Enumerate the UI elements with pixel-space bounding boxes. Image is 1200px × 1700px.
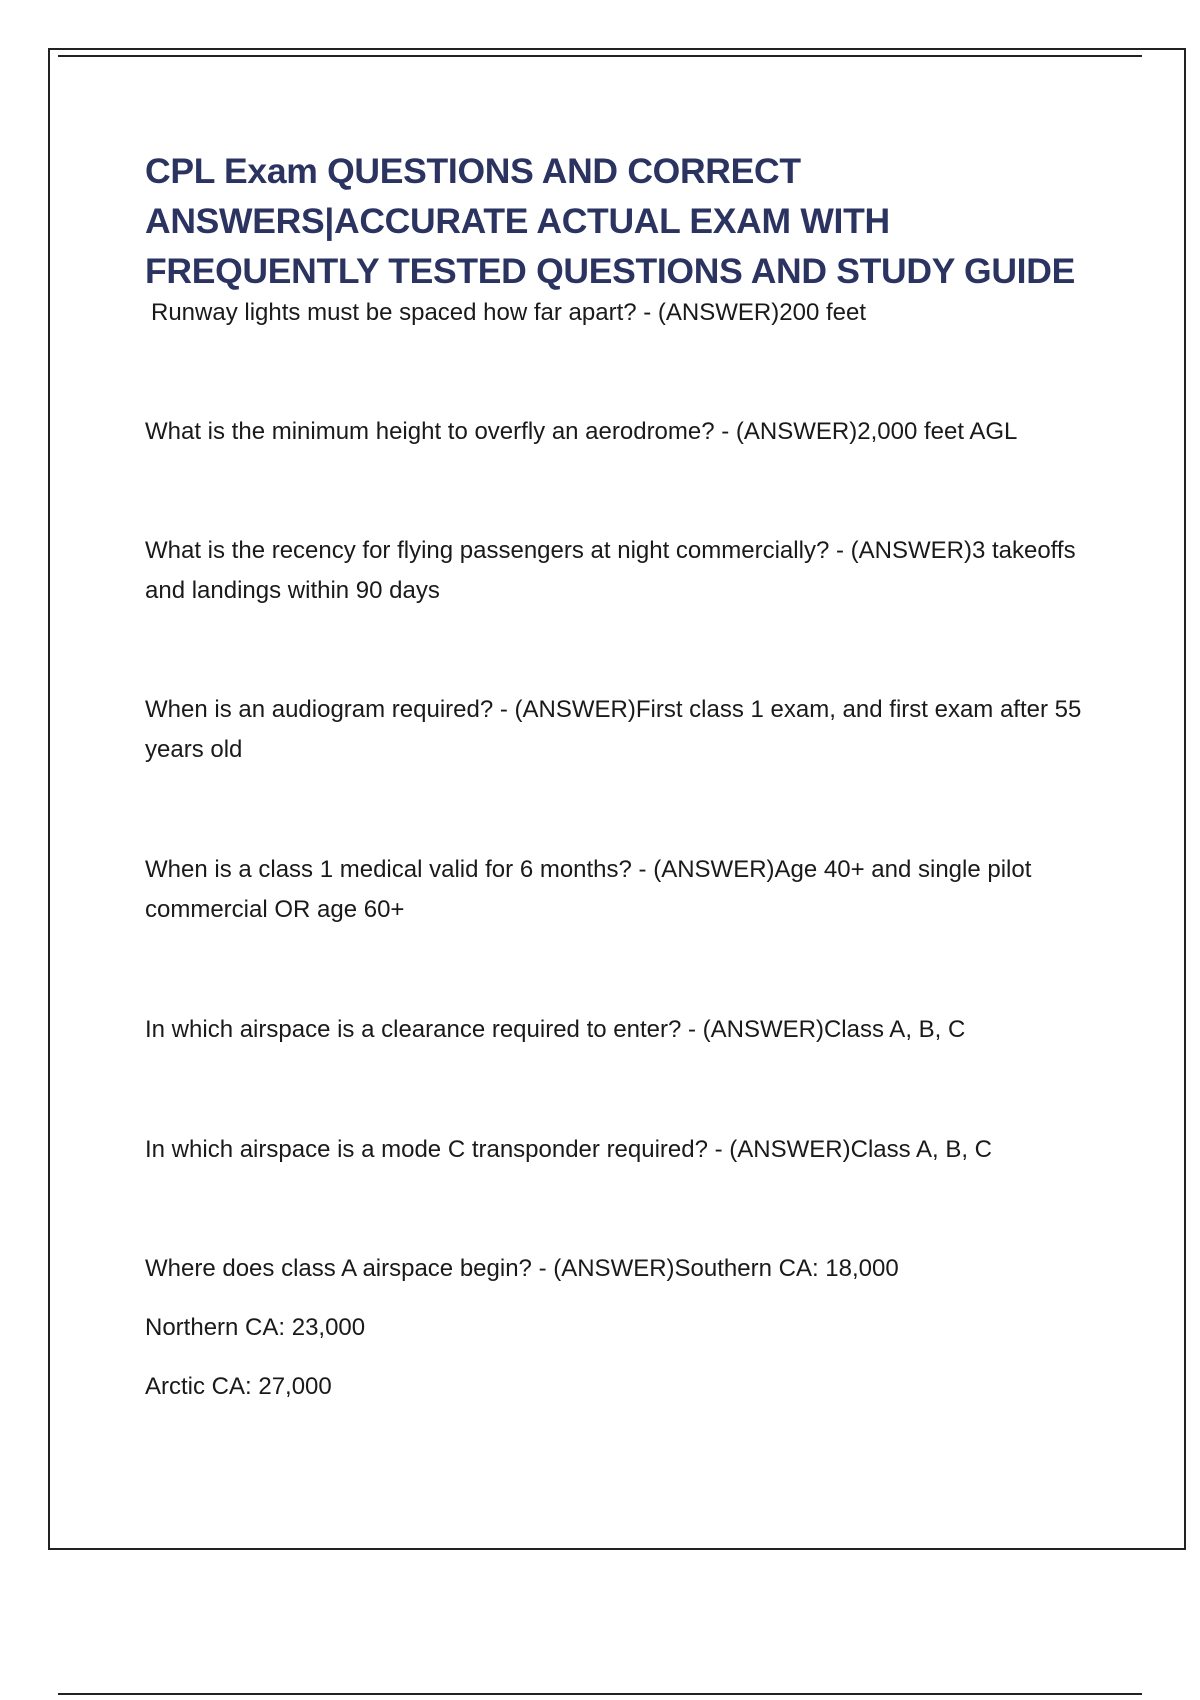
qa-item: Runway lights must be spaced how far apart? - (ANSWER)200 feet <box>151 299 866 326</box>
qa-item: In which airspace is a clearance required to enter? - (ANSWER)Class A, B, C <box>145 1016 966 1043</box>
qa-item: When is an audiogram required? - (ANSWER)First class 1 exam, and first exam after 55 years old <box>145 696 1082 763</box>
qa-item: What is the recency for flying passengers at night commercially? - (ANSWER)3 takeoffs and landings within 90 days <box>145 537 1076 604</box>
top-rule <box>58 55 1142 57</box>
qa-item: When is a class 1 medical valid for 6 months? - (ANSWER)Age 40+ and single pilot commercial OR age 60+ <box>145 856 1032 923</box>
qa-item: In which airspace is a mode C transponder required? - (ANSWER)Class A, B, C <box>145 1136 992 1163</box>
document-title: CPL Exam QUESTIONS AND CORRECT ANSWERS|ACCURATE ACTUAL EXAM WITH FREQUENTLY TESTED QUESTIONS AND STUDY GUIDE <box>145 151 1075 291</box>
bottom-rule <box>58 1693 1142 1695</box>
qa-item-text: Where does class A airspace begin? - (ANSWER)Southern CA: 18,000 <box>145 1255 899 1282</box>
qa-item-multiline <box>145 1249 1105 1407</box>
qa-item-extra-line: Northern CA: 23,000 <box>145 1314 366 1341</box>
qa-item-extra-line: Arctic CA: 27,000 <box>145 1373 332 1400</box>
qa-item: What is the minimum height to overfly an aerodrome? - (ANSWER)2,000 feet AGL <box>145 418 1018 445</box>
